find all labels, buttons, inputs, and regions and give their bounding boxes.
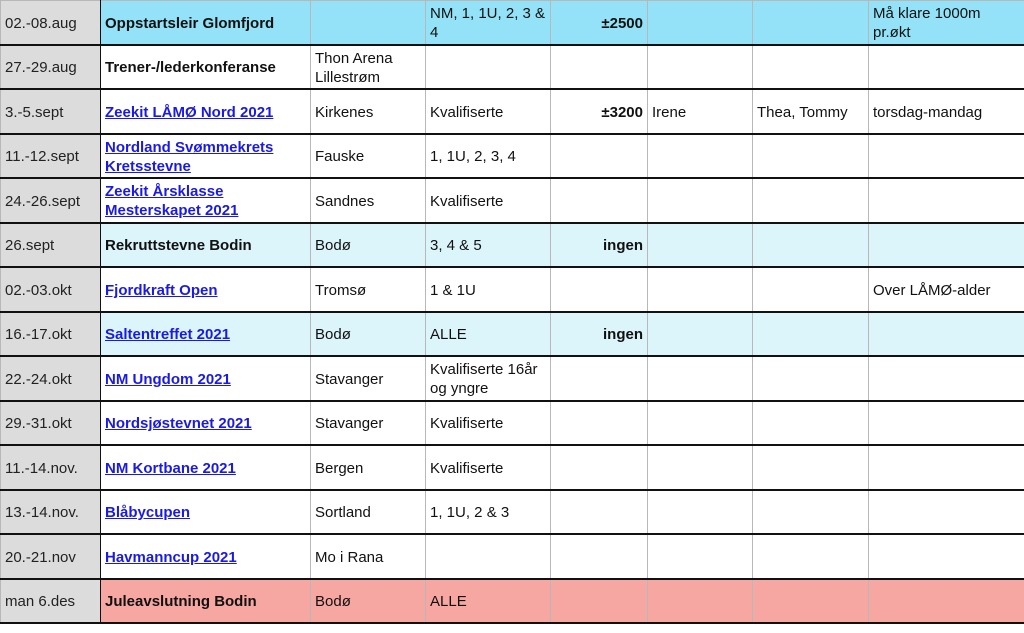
date-cell: 29.-31.okt [1,401,101,446]
event-cell [101,490,311,535]
price-cell: ingen [551,223,648,268]
leader-cell [648,356,753,401]
place-cell: Bodø [311,223,426,268]
event-cell: Juleavslutning Bodin [101,579,311,624]
event-link[interactable]: Blåbycupen [105,504,191,522]
date-cell: 11.-14.nov. [1,445,101,490]
table-row [1,356,1024,401]
table-row [1,134,1024,179]
leader-cell [648,178,753,223]
leader-cell [648,1,753,45]
coach-cell [753,45,869,90]
place-cell: Kirkenes [311,89,426,134]
coach-cell [753,178,869,223]
event-cell: Oppstartsleir Glomfjord [101,1,311,45]
note-cell [869,178,1024,223]
group-cell: Kvalifiserte [426,89,551,134]
group-cell: Kvalifiserte [426,445,551,490]
event-cell [101,134,311,179]
note-cell [869,579,1024,624]
event-cell: Trener-/lederkonferanse [101,45,311,90]
coach-cell [753,534,869,579]
table-row [1,267,1024,312]
place-cell: Bodø [311,579,426,624]
table-row [1,45,1024,90]
group-cell [426,534,551,579]
note-cell [869,223,1024,268]
place-cell: Fauske [311,134,426,179]
event-cell [101,445,311,490]
event-cell: Rekruttstevne Bodin [101,223,311,268]
group-cell: 1 & 1U [426,267,551,312]
leader-cell [648,445,753,490]
coach-cell [753,312,869,357]
event-cell [101,312,311,357]
event-link[interactable]: Nordland Svømmekrets Kretsstevne [105,138,274,175]
group-cell: 1, 1U, 2, 3, 4 [426,134,551,179]
group-cell: ALLE [426,579,551,624]
coach-cell: Thea, Tommy [753,89,869,134]
date-cell: 20.-21.nov [1,534,101,579]
coach-cell [753,1,869,45]
table-row [1,490,1024,535]
coach-cell [753,267,869,312]
price-cell [551,534,648,579]
table-row [1,1,1024,45]
coach-cell [753,134,869,179]
note-cell [869,356,1024,401]
date-cell: 3.-5.sept [1,89,101,134]
date-cell: 02.-03.okt [1,267,101,312]
date-cell: 24.-26.sept [1,178,101,223]
group-cell: NM, 1, 1U, 2, 3 & 4 [426,1,551,45]
place-cell: Bergen [311,445,426,490]
group-cell: 3, 4 & 5 [426,223,551,268]
leader-cell [648,267,753,312]
coach-cell [753,401,869,446]
event-link[interactable]: Havmanncup 2021 [105,548,237,566]
event-cell [101,178,311,223]
place-cell: Bodø [311,312,426,357]
price-cell [551,178,648,223]
coach-cell [753,579,869,624]
leader-cell [648,223,753,268]
place-cell: Tromsø [311,267,426,312]
event-cell [101,267,311,312]
note-cell: Over LÅMØ-alder [869,267,1024,312]
place-cell: Sortland [311,490,426,535]
table-row [1,401,1024,446]
coach-cell [753,490,869,535]
price-cell: ±2500 [551,1,648,45]
event-link[interactable]: Zeekit LÅMØ Nord 2021 [105,103,274,121]
table-row [1,223,1024,268]
note-cell: torsdag-mandag [869,89,1024,134]
leader-cell: Irene [648,89,753,134]
date-cell: man 6.des [1,579,101,624]
events-table-body [1,1,1024,624]
place-cell: Stavanger [311,356,426,401]
coach-cell [753,445,869,490]
note-cell [869,445,1024,490]
table-row [1,89,1024,134]
event-cell [101,356,311,401]
event-link[interactable]: NM Ungdom 2021 [105,370,231,388]
note-cell [869,490,1024,535]
place-cell: Thon Arena Lillestrøm [311,45,426,90]
price-cell [551,45,648,90]
coach-cell [753,356,869,401]
event-cell [101,89,311,134]
table-row [1,178,1024,223]
group-cell: Kvalifiserte [426,401,551,446]
table-row [1,312,1024,357]
price-cell [551,490,648,535]
group-cell [426,45,551,90]
place-cell: Sandnes [311,178,426,223]
place-cell [311,1,426,45]
price-cell [551,356,648,401]
price-cell [551,267,648,312]
note-cell [869,45,1024,90]
event-link[interactable]: Zeekit Årsklasse Mesterskapet 2021 [105,183,239,220]
price-cell [551,401,648,446]
price-cell: ingen [551,312,648,357]
date-cell: 16.-17.okt [1,312,101,357]
price-cell [551,134,648,179]
place-cell: Mo i Rana [311,534,426,579]
leader-cell [648,579,753,624]
leader-cell [648,534,753,579]
event-link[interactable]: NM Kortbane 2021 [105,459,236,477]
note-cell [869,312,1024,357]
place-cell: Stavanger [311,401,426,446]
event-cell [101,534,311,579]
price-cell: ±3200 [551,89,648,134]
date-cell: 13.-14.nov. [1,490,101,535]
group-cell: ALLE [426,312,551,357]
event-cell [101,401,311,446]
event-link[interactable]: Nordsjøstevnet 2021 [105,415,252,433]
table-row [1,445,1024,490]
event-link[interactable]: Fjordkraft Open [105,281,218,299]
date-cell: 27.-29.aug [1,45,101,90]
date-cell: 02.-08.aug [1,1,101,45]
note-cell [869,534,1024,579]
price-cell [551,445,648,490]
leader-cell [648,312,753,357]
coach-cell [753,223,869,268]
note-cell: Må klare 1000m pr.økt [869,1,1024,45]
group-cell: 1, 1U, 2 & 3 [426,490,551,535]
table-row [1,534,1024,579]
event-link[interactable]: Saltentreffet 2021 [105,326,231,344]
note-cell [869,134,1024,179]
date-cell: 22.-24.okt [1,356,101,401]
date-cell: 26.sept [1,223,101,268]
table-row [1,579,1024,624]
group-cell: Kvalifiserte [426,178,551,223]
date-cell: 11.-12.sept [1,134,101,179]
price-cell [551,579,648,624]
leader-cell [648,45,753,90]
leader-cell [648,401,753,446]
leader-cell [648,134,753,179]
note-cell [869,401,1024,446]
group-cell: Kvalifiserte 16år og yngre [426,356,551,401]
leader-cell [648,490,753,535]
